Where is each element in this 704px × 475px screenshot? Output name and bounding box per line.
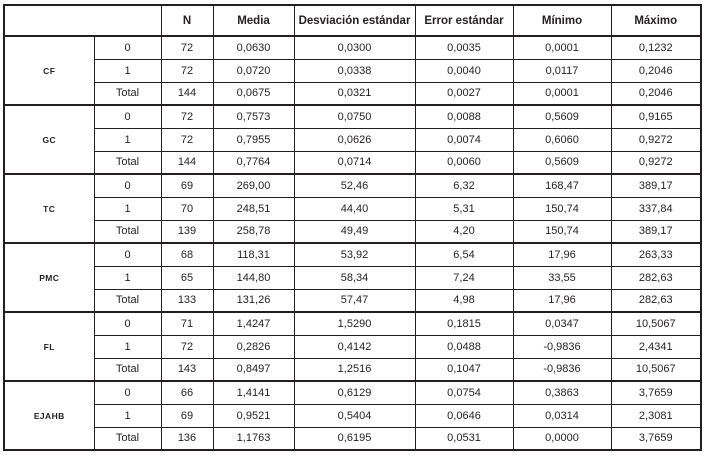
subgroup-label: 0 [94, 174, 161, 197]
value-cell: 3,7659 [611, 381, 701, 404]
subgroup-label: Total [94, 358, 161, 381]
value-cell: 68 [161, 243, 213, 266]
table-row [4, 243, 701, 266]
value-cell: 1,5290 [294, 312, 415, 335]
value-cell: 118,31 [213, 243, 294, 266]
value-cell: 0,0314 [513, 404, 611, 427]
table-row [4, 128, 701, 151]
value-cell: 263,33 [611, 243, 701, 266]
value-cell: 0,0347 [513, 312, 611, 335]
subgroup-label: 1 [94, 197, 161, 220]
statistics-table [3, 4, 702, 451]
value-cell: 269,00 [213, 174, 294, 197]
subgroup-label: Total [94, 289, 161, 312]
column-header-maximo: Máximo [611, 5, 701, 36]
value-cell: 2,3081 [611, 404, 701, 427]
variable-label: CF [4, 36, 94, 105]
value-cell: 0,2046 [611, 59, 701, 82]
table-row [4, 427, 701, 450]
value-cell: 5,31 [415, 197, 513, 220]
subgroup-label: 0 [94, 105, 161, 128]
value-cell: 3,7659 [611, 427, 701, 450]
value-cell: 143 [161, 358, 213, 381]
table-row [4, 358, 701, 381]
value-cell: 0,0035 [415, 36, 513, 59]
value-cell: 0,0088 [415, 105, 513, 128]
subgroup-label: 1 [94, 59, 161, 82]
value-cell: 7,24 [415, 266, 513, 289]
table-row [4, 82, 701, 105]
subgroup-label: Total [94, 82, 161, 105]
value-cell: 0,0001 [513, 82, 611, 105]
value-cell: 0,0630 [213, 36, 294, 59]
subgroup-label: 0 [94, 243, 161, 266]
value-cell: 168,47 [513, 174, 611, 197]
value-cell: 0,2826 [213, 335, 294, 358]
value-cell: 0,0300 [294, 36, 415, 59]
value-cell: 282,63 [611, 289, 701, 312]
value-cell: 0,7955 [213, 128, 294, 151]
variable-label: GC [4, 105, 94, 174]
value-cell: 0,6129 [294, 381, 415, 404]
value-cell: 282,63 [611, 266, 701, 289]
value-cell: 389,17 [611, 220, 701, 243]
table-row [4, 59, 701, 82]
value-cell: 69 [161, 174, 213, 197]
value-cell: 0,0626 [294, 128, 415, 151]
value-cell: 0,3863 [513, 381, 611, 404]
column-header-minimo: Mínimo [513, 5, 611, 36]
value-cell: 0,0531 [415, 427, 513, 450]
value-cell: 0,0675 [213, 82, 294, 105]
column-header-media: Media [213, 5, 294, 36]
value-cell: 53,92 [294, 243, 415, 266]
subgroup-label: Total [94, 427, 161, 450]
value-cell: 0,1047 [415, 358, 513, 381]
value-cell: 10,5067 [611, 358, 701, 381]
value-cell: 65 [161, 266, 213, 289]
corner-cell [4, 5, 161, 36]
value-cell: 0,0060 [415, 151, 513, 174]
value-cell: 66 [161, 381, 213, 404]
subgroup-label: 1 [94, 335, 161, 358]
value-cell: 0,0040 [415, 59, 513, 82]
table-row [4, 197, 701, 220]
table-row [4, 312, 701, 335]
table-header [4, 5, 701, 36]
value-cell: 72 [161, 36, 213, 59]
value-cell: 0,0488 [415, 335, 513, 358]
value-cell: 4,20 [415, 220, 513, 243]
value-cell: 139 [161, 220, 213, 243]
value-cell: 0,0117 [513, 59, 611, 82]
value-cell: 6,32 [415, 174, 513, 197]
subgroup-label: 0 [94, 36, 161, 59]
value-cell: 0,9521 [213, 404, 294, 427]
value-cell: 0,8497 [213, 358, 294, 381]
value-cell: 44,40 [294, 197, 415, 220]
subgroup-label: 1 [94, 266, 161, 289]
table-row [4, 289, 701, 312]
value-cell: 1,2516 [294, 358, 415, 381]
value-cell: 131,26 [213, 289, 294, 312]
table-row [4, 151, 701, 174]
header-row [4, 5, 701, 36]
value-cell: 0,5404 [294, 404, 415, 427]
variable-label: PMC [4, 243, 94, 312]
value-cell: 0,0001 [513, 36, 611, 59]
value-cell: 4,98 [415, 289, 513, 312]
value-cell: 0,7573 [213, 105, 294, 128]
table-row [4, 381, 701, 404]
value-cell: 0,9165 [611, 105, 701, 128]
value-cell: 0,7764 [213, 151, 294, 174]
table-row [4, 266, 701, 289]
value-cell: 0,5609 [513, 151, 611, 174]
table-body [4, 36, 701, 450]
value-cell: 1,1763 [213, 427, 294, 450]
value-cell: -0,9836 [513, 335, 611, 358]
value-cell: 0,0321 [294, 82, 415, 105]
value-cell: 0,4142 [294, 335, 415, 358]
value-cell: 0,0714 [294, 151, 415, 174]
value-cell: 0,2046 [611, 82, 701, 105]
value-cell: 1,4247 [213, 312, 294, 335]
table-row [4, 220, 701, 243]
value-cell: 337,84 [611, 197, 701, 220]
value-cell: 0,5609 [513, 105, 611, 128]
value-cell: 0,0027 [415, 82, 513, 105]
variable-label: FL [4, 312, 94, 381]
value-cell: 6,54 [415, 243, 513, 266]
value-cell: 71 [161, 312, 213, 335]
value-cell: 58,34 [294, 266, 415, 289]
column-header-error-estandar: Error estándar [415, 5, 513, 36]
value-cell: 0,0074 [415, 128, 513, 151]
value-cell: 144,80 [213, 266, 294, 289]
column-header-desviacion-estandar: Desviación estándar [294, 5, 415, 36]
value-cell: 136 [161, 427, 213, 450]
subgroup-label: Total [94, 220, 161, 243]
value-cell: 33,55 [513, 266, 611, 289]
value-cell: 0,0338 [294, 59, 415, 82]
value-cell: 2,4341 [611, 335, 701, 358]
value-cell: 144 [161, 151, 213, 174]
value-cell: 133 [161, 289, 213, 312]
variable-label: TC [4, 174, 94, 243]
value-cell: 0,0000 [513, 427, 611, 450]
value-cell: 150,74 [513, 197, 611, 220]
value-cell: 0,9272 [611, 151, 701, 174]
subgroup-label: 1 [94, 404, 161, 427]
value-cell: 52,46 [294, 174, 415, 197]
value-cell: 72 [161, 335, 213, 358]
value-cell: 72 [161, 128, 213, 151]
value-cell: 17,96 [513, 289, 611, 312]
value-cell: 0,6195 [294, 427, 415, 450]
value-cell: 150,74 [513, 220, 611, 243]
value-cell: 0,0754 [415, 381, 513, 404]
table-row [4, 335, 701, 358]
column-header-n: N [161, 5, 213, 36]
value-cell: 0,1232 [611, 36, 701, 59]
value-cell: 144 [161, 82, 213, 105]
table-row [4, 174, 701, 197]
value-cell: 72 [161, 59, 213, 82]
value-cell: 389,17 [611, 174, 701, 197]
value-cell: 17,96 [513, 243, 611, 266]
value-cell: 49,49 [294, 220, 415, 243]
table-row [4, 404, 701, 427]
value-cell: 0,6060 [513, 128, 611, 151]
value-cell: -0,9836 [513, 358, 611, 381]
value-cell: 57,47 [294, 289, 415, 312]
value-cell: 258,78 [213, 220, 294, 243]
value-cell: 0,1815 [415, 312, 513, 335]
variable-label: EJAHB [4, 381, 94, 450]
value-cell: 0,9272 [611, 128, 701, 151]
value-cell: 0,0750 [294, 105, 415, 128]
table-row [4, 36, 701, 59]
table-row [4, 105, 701, 128]
value-cell: 10,5067 [611, 312, 701, 335]
value-cell: 248,51 [213, 197, 294, 220]
subgroup-label: 0 [94, 381, 161, 404]
value-cell: 69 [161, 404, 213, 427]
subgroup-label: 1 [94, 128, 161, 151]
value-cell: 72 [161, 105, 213, 128]
subgroup-label: Total [94, 151, 161, 174]
value-cell: 70 [161, 197, 213, 220]
value-cell: 1,4141 [213, 381, 294, 404]
subgroup-label: 0 [94, 312, 161, 335]
value-cell: 0,0646 [415, 404, 513, 427]
value-cell: 0,0720 [213, 59, 294, 82]
